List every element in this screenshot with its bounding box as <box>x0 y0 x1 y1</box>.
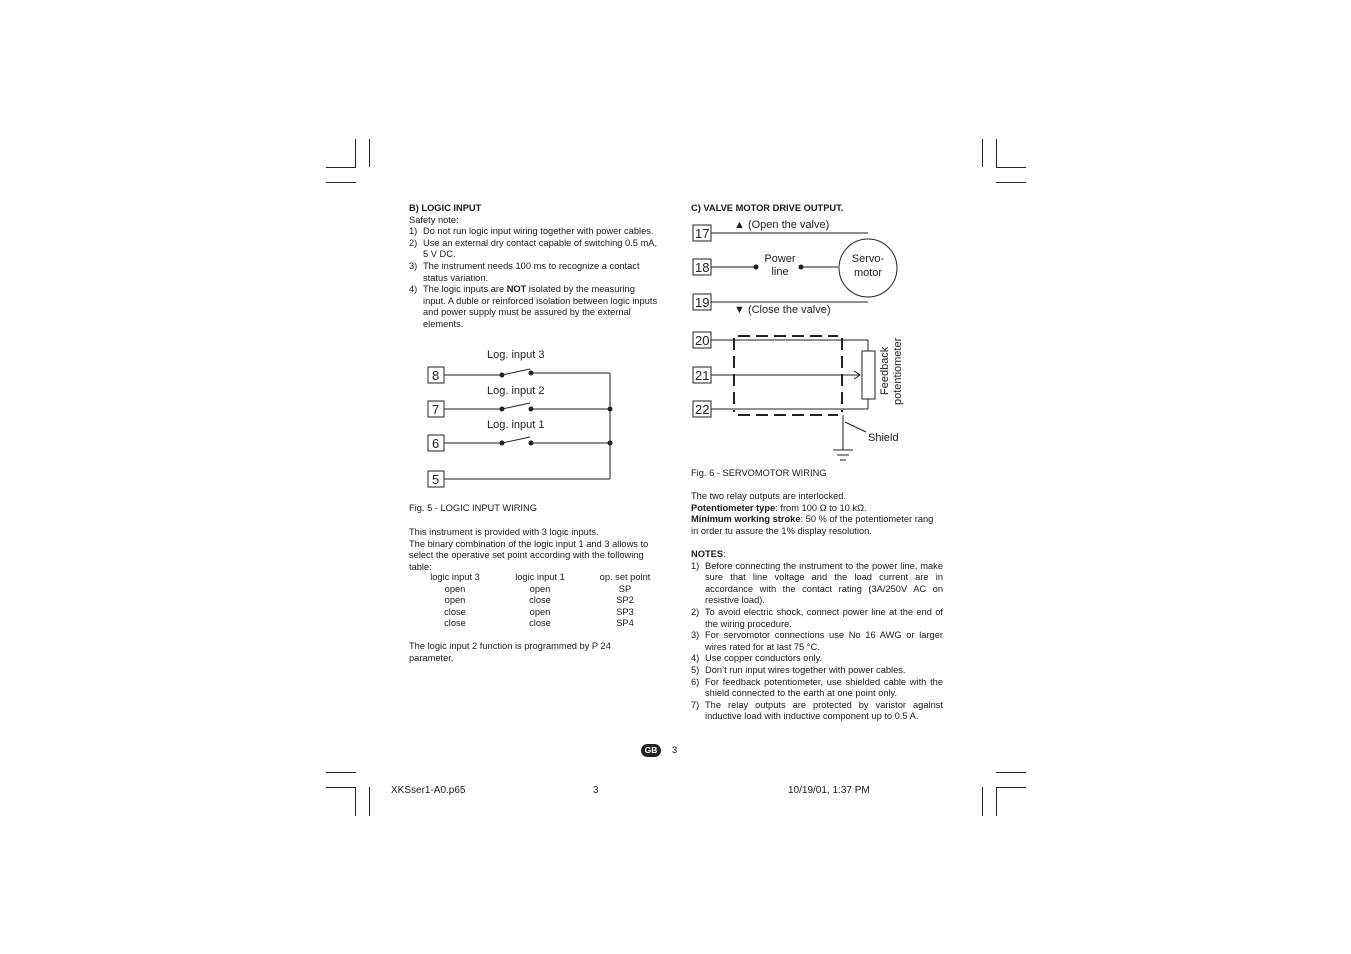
terminal-label: 7 <box>432 402 440 417</box>
table-header: logic input 3 <box>430 572 480 582</box>
shield-label: Shield <box>868 432 899 444</box>
notes-heading: NOTES: <box>691 549 726 559</box>
footer-page: 3 <box>593 785 599 796</box>
terminal-label: 19 <box>695 295 710 310</box>
terminal-label: 18 <box>695 260 710 275</box>
logic-input-description <box>409 527 659 573</box>
list-item: 4) The logic inputs are NOT isolated by the measuring input. A duble or reinforced isolation between logic inputs and power supply must be assured by the external elements. <box>409 284 658 329</box>
switch-label: Log. input 3 <box>487 349 545 361</box>
notes-list <box>691 561 943 723</box>
close-valve-label: ▼ (Close the valve) <box>734 304 831 316</box>
list-item: 1) Do not run logic input wiring together with power cables. <box>409 226 654 237</box>
power-line-label: line <box>771 266 789 278</box>
list-item: 2) Use an external dry contact capable of switching 0.5 mA, 5 V DC. <box>409 237 658 260</box>
terminal-label: 6 <box>432 436 440 451</box>
list-item: 7) The relay outputs are protected by varistor against inductive load with inductive component up to 0.5 A. <box>691 699 943 722</box>
servomotor-wiring-diagram <box>688 212 948 470</box>
power-line-label: Power <box>764 253 796 265</box>
list-item: 3) The instrument needs 100 ms to recognize a contact status variation. <box>409 260 640 283</box>
terminal-label: 5 <box>432 472 440 487</box>
notes-section <box>691 549 943 723</box>
safety-note-label: Safety note: <box>409 214 459 225</box>
table-row: close open SP3 <box>444 606 634 617</box>
logic-input-wiring-diagram <box>420 345 620 490</box>
list-item: 2) To avoid electric shock, connect power line at the end of the wiring procedure. <box>691 606 943 629</box>
paragraph: Minimum working stroke: 50 % of the potentiometer rang in order tu assure the 1% display resolution. <box>691 514 934 536</box>
open-valve-label: ▲ (Open the valve) <box>734 219 830 231</box>
list-item: 3) For servomotor connections use No 16 AWG or larger wires rated for at last 75 °C. <box>691 630 943 652</box>
feedback-label: potentiometer <box>892 337 904 405</box>
table-header-row <box>420 572 660 584</box>
fig5-caption: Fig. 5 - LOGIC INPUT WIRING <box>409 503 537 513</box>
set-point-table <box>420 572 660 630</box>
terminal-label: 21 <box>695 368 710 383</box>
section-heading-logic-input: B) LOGIC INPUT <box>409 203 482 213</box>
page-number: 3 <box>672 745 678 755</box>
list-item: 5) Don’t run input wires together with power cables. <box>691 664 906 675</box>
table-row: open open SP <box>444 583 632 594</box>
feedback-label: Feedback <box>879 346 891 395</box>
terminal-label: 8 <box>432 368 440 383</box>
fig6-caption: Fig. 6 - SERVOMOTOR WIRING <box>691 468 827 478</box>
paragraph: This instrument is provided with 3 logic inputs. <box>409 527 599 537</box>
list-item: 6) For feedback potentiometer, use shielded cable with the shield connected to the earth at one point only. <box>691 676 943 699</box>
logic-input-2-note: The logic input 2 function is programmed by P 24 parameter. <box>409 641 611 663</box>
list-item: 4) Use copper conductors only. <box>691 653 823 664</box>
relay-output-info <box>691 491 943 537</box>
list-item: 1) Before connecting the instrument to the power line, make sure that line voltage and the load current are in accordance with the contact rating (3A/250V AC on resistive load). <box>691 560 943 606</box>
terminal-label: 20 <box>695 333 710 348</box>
table-header: logic input 1 <box>515 572 565 582</box>
terminal-label: 22 <box>695 402 710 417</box>
paragraph: The two relay outputs are interlocked. <box>691 491 847 501</box>
logic-input-section <box>409 203 659 331</box>
table-header: op. set point <box>599 572 651 582</box>
switch-label: Log. input 2 <box>487 385 545 397</box>
servomotor-label: motor <box>853 267 883 279</box>
footer-date: 10/19/01, 1:37 PM <box>788 785 870 796</box>
switch-label: Log. input 1 <box>487 419 545 431</box>
servomotor-label: Servo- <box>851 253 885 265</box>
table-row: close close SP4 <box>444 618 634 629</box>
footer-filename: XKSser1-A0.p65 <box>391 785 466 796</box>
paragraph: The binary combination of the logic input 1 and 3 allows to select the operative set point according with the following table: <box>409 538 649 572</box>
table-row: open close SP2 <box>444 595 634 606</box>
terminal-label: 17 <box>695 226 710 241</box>
safety-notes-list <box>409 226 659 330</box>
section-heading-valve-motor: C) VALVE MOTOR DRIVE OUTPUT. <box>691 203 844 213</box>
paragraph: Potentiometer type: from 100 Ω to 10 kΩ. <box>691 502 867 513</box>
language-badge: GB <box>641 744 661 757</box>
